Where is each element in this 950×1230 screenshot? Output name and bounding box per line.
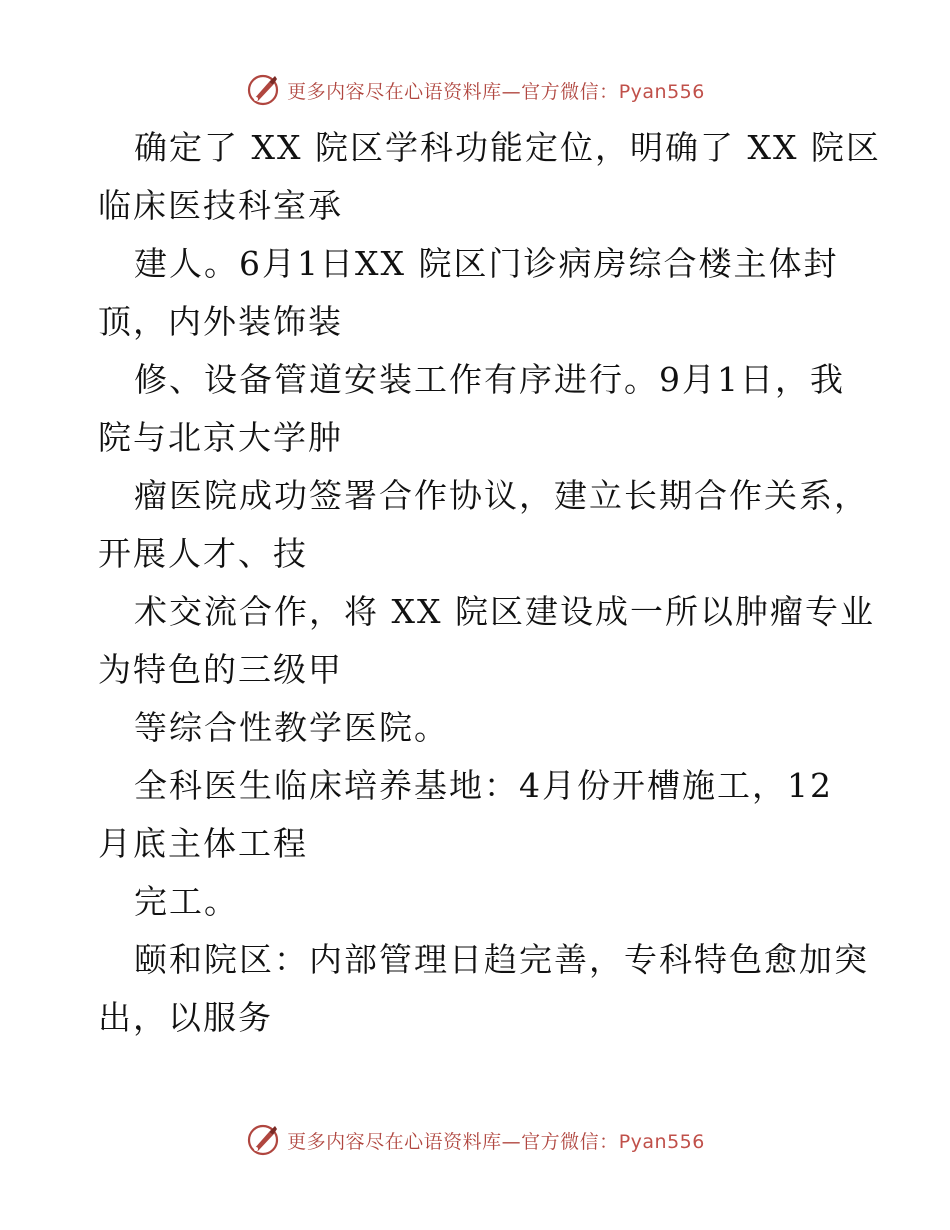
text-line: 顶，内外装饰装 bbox=[98, 302, 343, 341]
text-line: 等综合性教学医院。 bbox=[134, 708, 449, 747]
footer-watermark-banner bbox=[0, 1118, 950, 1162]
text-line: 月底主体工程 bbox=[98, 824, 308, 863]
wechat-id: Pyan556 bbox=[618, 1130, 705, 1153]
pen-quill-logo-icon bbox=[245, 72, 281, 108]
text-line: 瘤医院成功签署合作协议，建立长期合作关系， bbox=[134, 476, 869, 515]
text-line: 完工。 bbox=[134, 882, 239, 921]
wechat-label: 官方微信： bbox=[521, 80, 619, 103]
text-line: 临床医技科室承 bbox=[98, 186, 343, 225]
text-line: 院与北京大学肿 bbox=[98, 418, 343, 457]
brand-text: 更多内容尽在心语资料库 bbox=[287, 80, 502, 103]
wechat-label: 官方微信： bbox=[521, 1130, 619, 1153]
document-body bbox=[98, 119, 881, 1047]
text-line: 建人。6月1日XX 院区门诊病房综合楼主体封 bbox=[134, 244, 839, 283]
separator: — bbox=[501, 1130, 522, 1153]
header-watermark-banner bbox=[0, 68, 950, 112]
text-line: 术交流合作，将 XX 院区建设成一所以肿瘤专业 bbox=[134, 592, 875, 631]
watermark-text bbox=[287, 77, 705, 104]
watermark-text bbox=[287, 1127, 705, 1154]
text-line: 确定了 XX 院区学科功能定位，明确了 XX 院区 bbox=[134, 128, 881, 167]
text-line: 全科医生临床培养基地：4月份开槽施工，12 bbox=[134, 766, 833, 805]
wechat-id: Pyan556 bbox=[618, 80, 705, 103]
text-line: 出，以服务 bbox=[98, 998, 273, 1037]
text-line: 开展人才、技 bbox=[98, 534, 308, 573]
text-line: 为特色的三级甲 bbox=[98, 650, 343, 689]
text-line: 颐和院区：内部管理日趋完善，专科特色愈加突 bbox=[134, 940, 869, 979]
brand-text: 更多内容尽在心语资料库 bbox=[287, 1130, 502, 1153]
pen-quill-logo-icon bbox=[245, 1122, 281, 1158]
separator: — bbox=[501, 80, 522, 103]
text-line: 修、设备管道安装工作有序进行。9月1日，我 bbox=[134, 360, 845, 399]
